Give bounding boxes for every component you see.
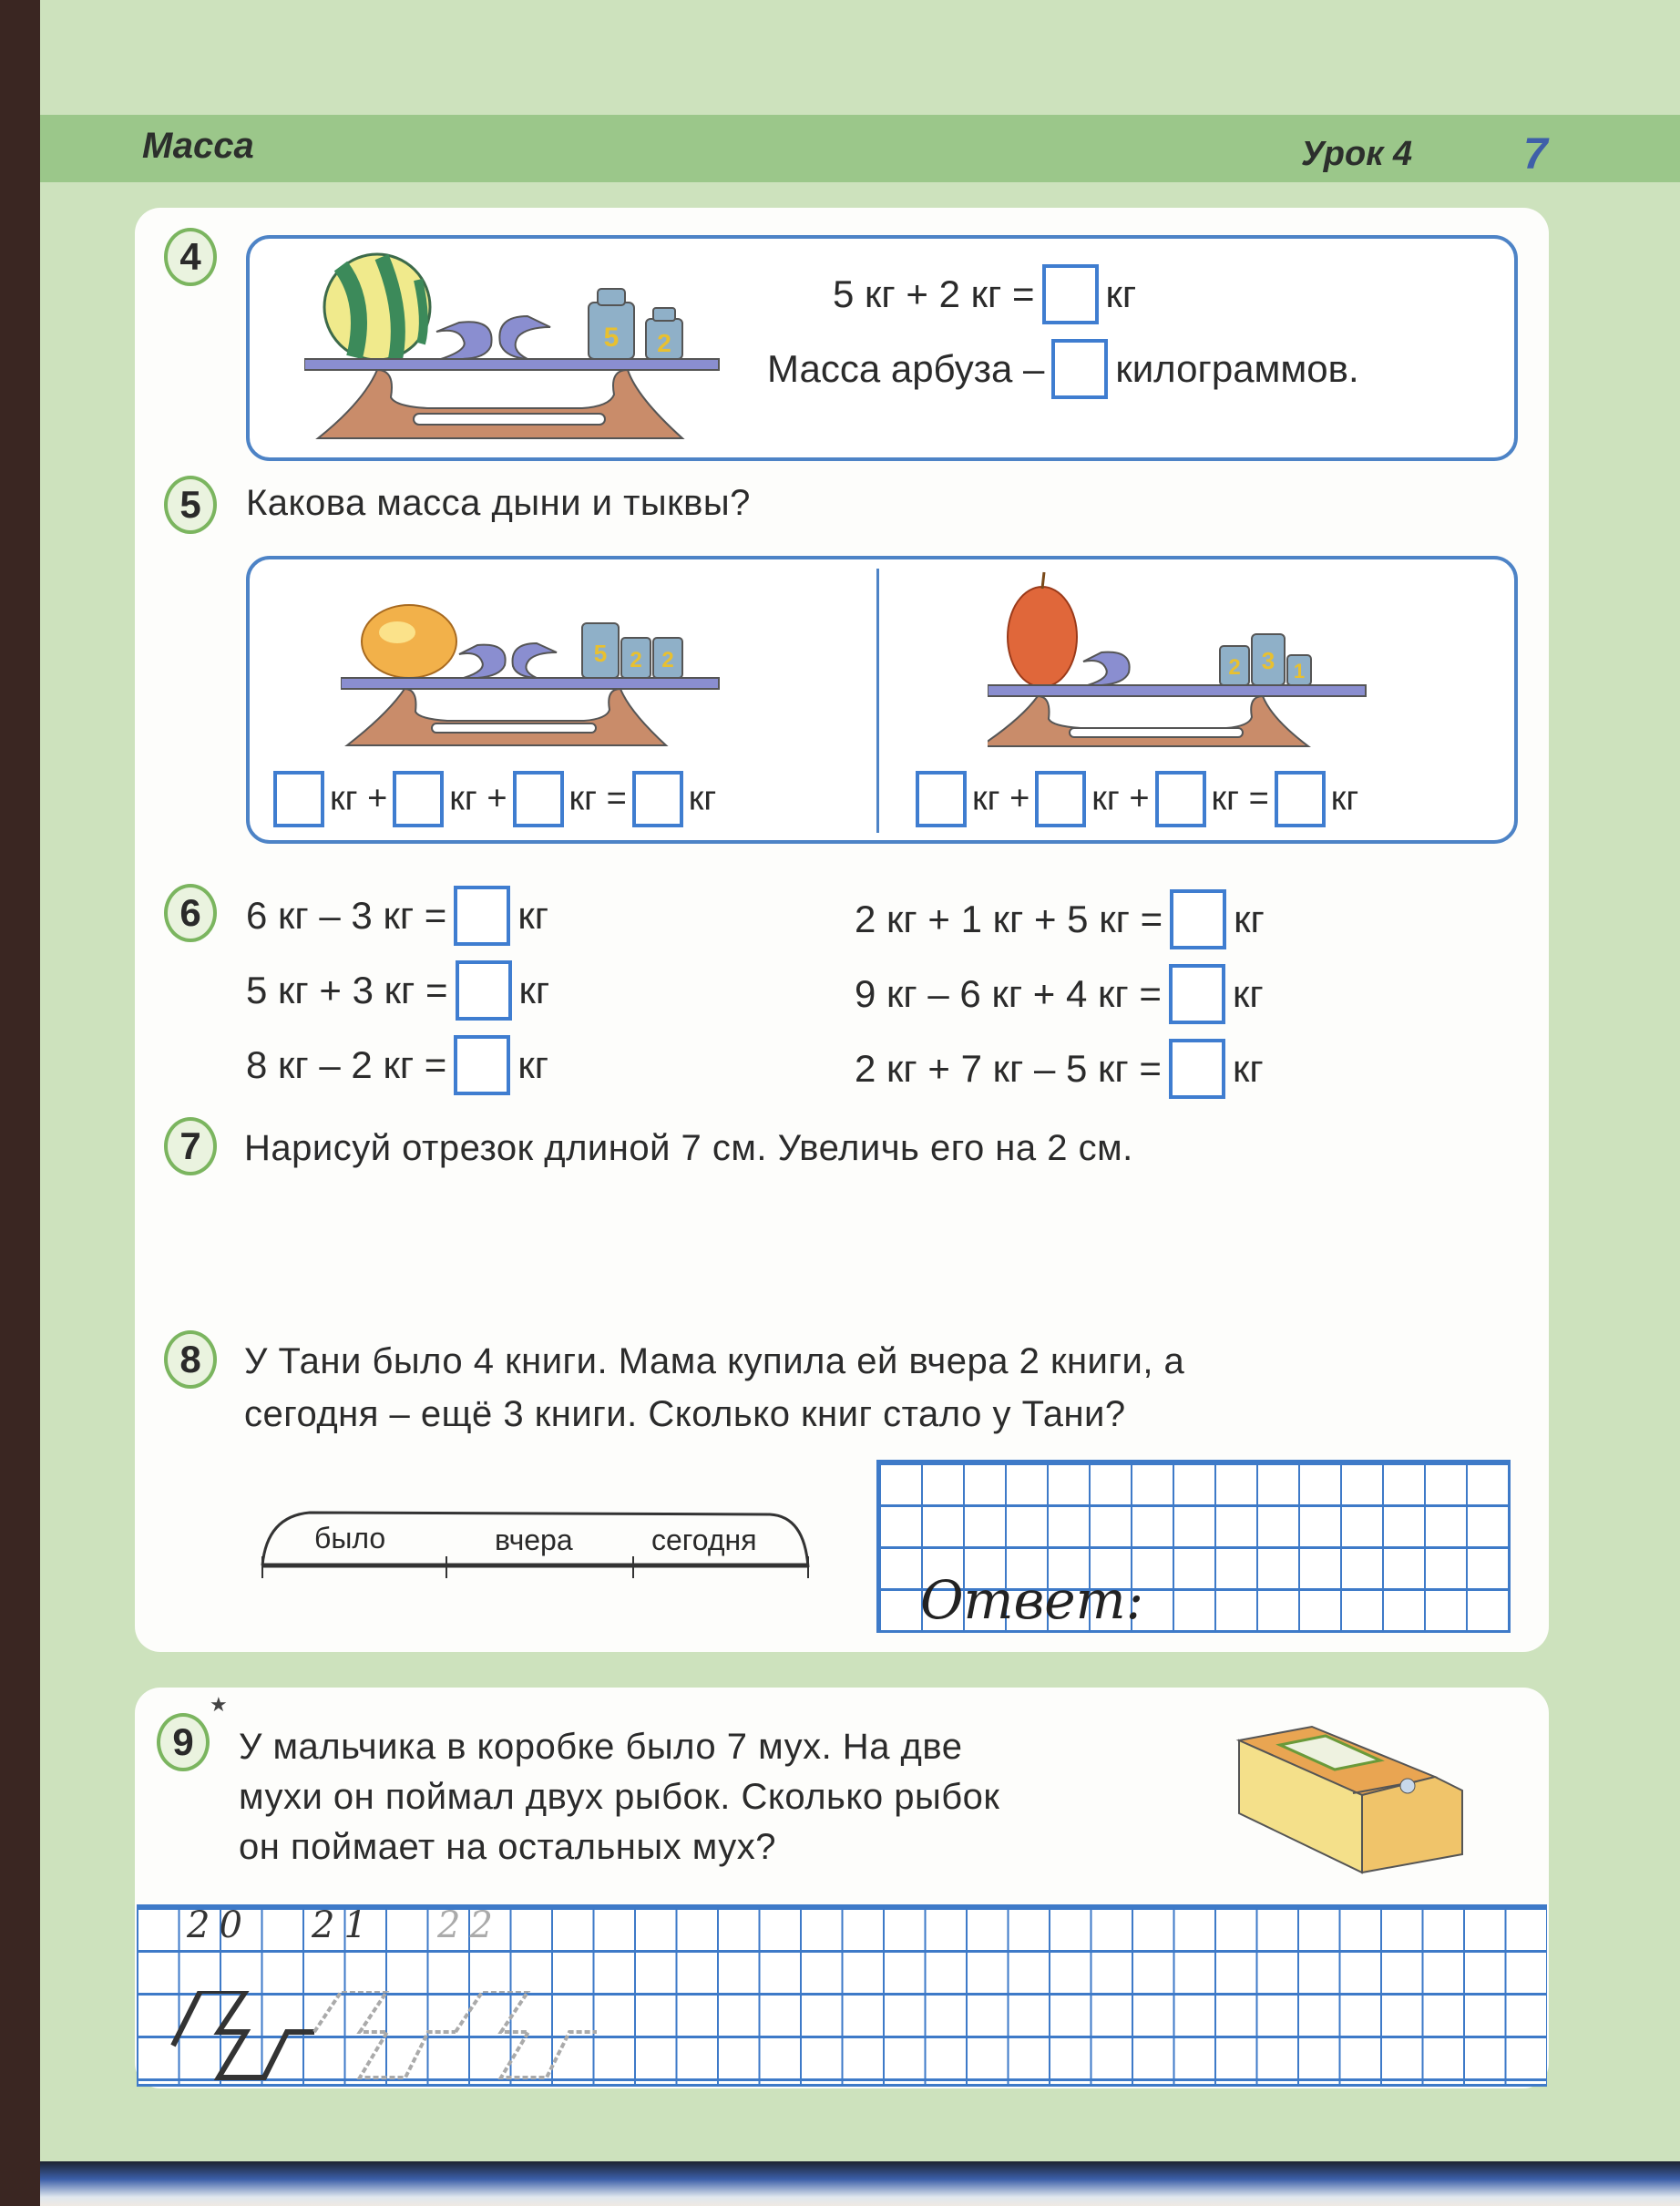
answer-box[interactable] bbox=[1155, 771, 1206, 827]
answer-box[interactable] bbox=[456, 960, 512, 1021]
task6-right-row-1: 2 кг + 1 кг + 5 кг = кг bbox=[855, 889, 1265, 949]
svg-text:1: 1 bbox=[1293, 660, 1306, 682]
svg-text:2: 2 bbox=[657, 329, 671, 357]
answer-box[interactable] bbox=[454, 1035, 510, 1095]
task6-left-row-1: 6 кг – 3 кг = кг bbox=[246, 886, 548, 946]
scale-with-watermelon-icon bbox=[304, 239, 723, 448]
task9-line-1: У мальчика в коробке было 7 мух. На две bbox=[239, 1727, 963, 1767]
task5-left-equation: кг + кг + кг = кг bbox=[268, 771, 716, 827]
task6-right-row-3: 2 кг + 7 кг – 5 кг = кг bbox=[855, 1039, 1264, 1099]
task5-box bbox=[246, 556, 1518, 844]
task5-right-equation: кг + кг + кг = кг bbox=[910, 771, 1358, 827]
grid-number-21: 21 bbox=[312, 1904, 376, 1946]
answer-box[interactable] bbox=[1035, 771, 1086, 827]
task-number-8: 8 bbox=[164, 1330, 217, 1389]
diagram-label-bylo: было bbox=[314, 1522, 386, 1554]
task4-sentence: Масса арбуза – килограммов. bbox=[767, 339, 1359, 399]
svg-text:2: 2 bbox=[1228, 655, 1241, 680]
answer-label: Ответ: bbox=[920, 1569, 1144, 1631]
page-bottom-edge bbox=[40, 2161, 1680, 2206]
scale-with-melon-icon bbox=[341, 587, 723, 751]
answer-box[interactable] bbox=[1275, 771, 1326, 827]
answer-box[interactable] bbox=[513, 771, 564, 827]
book-spine bbox=[0, 0, 40, 2206]
header-band bbox=[40, 115, 1680, 182]
diagram-label-vchera: вчера bbox=[495, 1524, 573, 1556]
task4-equation: 5 кг + 2 кг = кг bbox=[833, 264, 1136, 324]
task8-line-1: У Тани было 4 книги. Мама купила ей вчера 2 книги, а bbox=[244, 1341, 1185, 1381]
page-number: 7 bbox=[1523, 130, 1548, 179]
answer-box[interactable] bbox=[1042, 264, 1099, 324]
task6-left-row-3: 8 кг – 2 кг = кг bbox=[246, 1035, 548, 1095]
svg-text:5: 5 bbox=[593, 640, 608, 667]
task-number-6: 6 bbox=[164, 884, 217, 942]
task8-segment-diagram bbox=[260, 1503, 811, 1585]
answer-box[interactable] bbox=[1169, 1039, 1225, 1099]
task-number-9: 9 bbox=[157, 1713, 210, 1771]
task9-line-3: он поймает на остальных мух? bbox=[239, 1827, 776, 1867]
task8-line-2: сегодня – ещё 3 книги. Сколько книг стало у Тани? bbox=[244, 1394, 1126, 1434]
task7-text: Нарисуй отрезок длиной 7 см. Увеличь его на 2 см. bbox=[244, 1128, 1133, 1168]
grid-number-20: 20 bbox=[187, 1904, 251, 1946]
task-number-5: 5 bbox=[164, 476, 217, 534]
svg-text:5: 5 bbox=[603, 323, 620, 353]
svg-text:3: 3 bbox=[1261, 647, 1275, 674]
matchbox-with-flies-icon bbox=[1225, 1713, 1471, 1877]
answer-box[interactable] bbox=[1169, 964, 1225, 1024]
task5-question: Какова масса дыни и тыквы? bbox=[246, 483, 751, 523]
scale-with-pumpkin-icon bbox=[988, 569, 1370, 751]
answer-box[interactable] bbox=[393, 771, 444, 827]
svg-text:2: 2 bbox=[630, 648, 642, 672]
task6-right-row-2: 9 кг – 6 кг + 4 кг = кг bbox=[855, 964, 1264, 1024]
answer-box[interactable] bbox=[1170, 889, 1226, 949]
task-number-4: 4 bbox=[164, 228, 217, 286]
task6-left-row-2: 5 кг + 3 кг = кг bbox=[246, 960, 549, 1021]
task9-line-2: мухи он поймал двух рыбок. Сколько рыбок bbox=[239, 1777, 1000, 1817]
answer-box[interactable] bbox=[1051, 339, 1108, 399]
grid-number-22: 22 bbox=[437, 1904, 502, 1946]
challenge-star-icon: ★ bbox=[210, 1693, 228, 1716]
task4-box bbox=[246, 235, 1518, 461]
answer-box[interactable] bbox=[916, 771, 967, 827]
answer-box[interactable] bbox=[454, 886, 510, 946]
pattern-tracing-icon bbox=[164, 1991, 856, 2091]
svg-text:2: 2 bbox=[661, 648, 674, 672]
task-number-7: 7 bbox=[164, 1117, 217, 1175]
task5-divider bbox=[876, 569, 879, 833]
section-title: Масса bbox=[142, 126, 254, 166]
lesson-label: Урок 4 bbox=[1301, 135, 1413, 173]
diagram-label-segodnya: сегодня bbox=[651, 1524, 757, 1556]
answer-box[interactable] bbox=[632, 771, 683, 827]
answer-box[interactable] bbox=[273, 771, 324, 827]
